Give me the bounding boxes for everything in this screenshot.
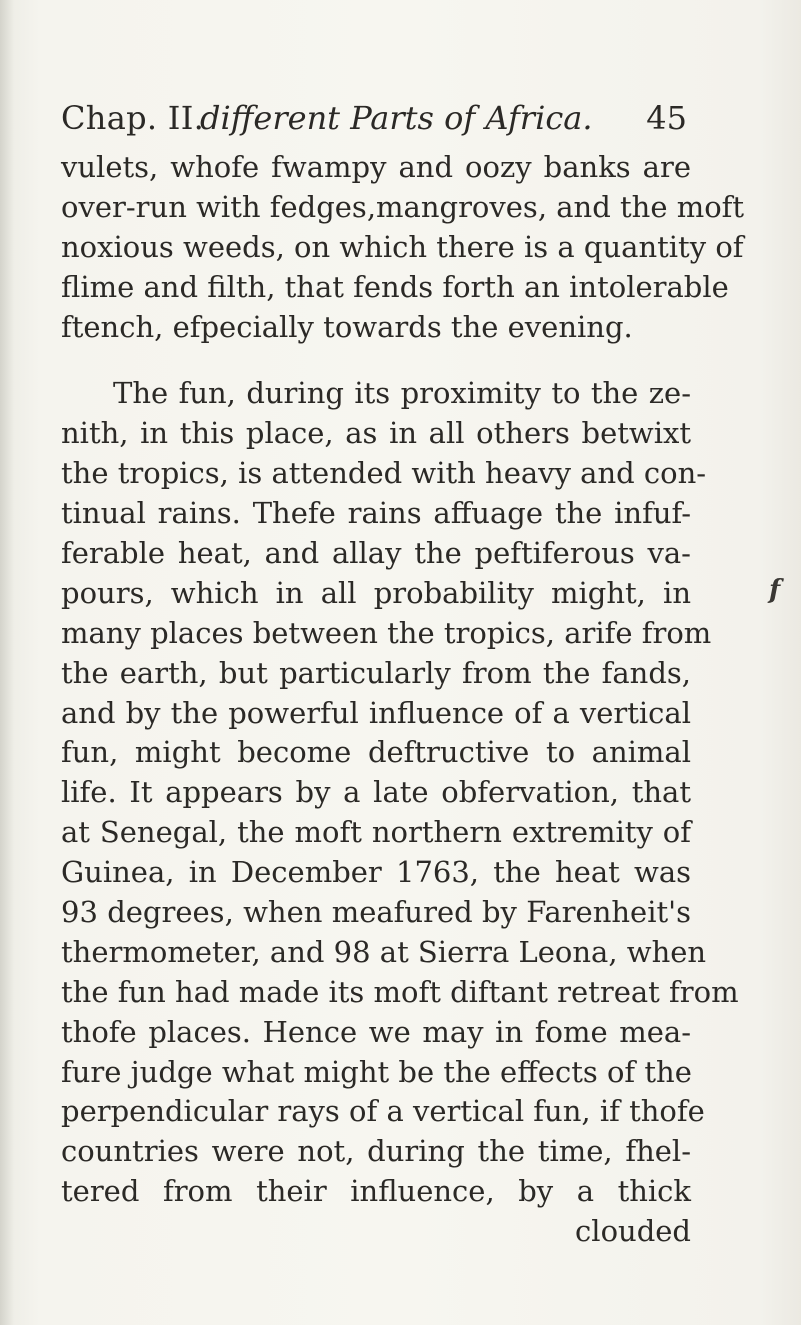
text-line: vulets, whofe fwampy and oozy banks are <box>61 150 691 184</box>
running-title: different Parts of Africa. <box>200 99 593 137</box>
text-line: the tropics, is attended with heavy and con- <box>61 456 707 491</box>
paragraph-first-line: The fun, during its proximity to the ze- <box>113 376 691 411</box>
body-text <box>61 148 745 1252</box>
margin-mark: f <box>769 575 781 605</box>
text-line: over-run with fedges,mangroves, and the moft <box>61 189 745 224</box>
text-line: at Senegal, the moft northern extremity of <box>61 815 691 850</box>
chapter-label: Chap. II. <box>61 99 205 137</box>
text-line: ftench, efpecially towards the evening. <box>61 309 633 344</box>
text-line: fure judge what might be the effects of the <box>61 1054 692 1089</box>
text-line: Guinea, in December 1763, the heat was <box>61 855 691 890</box>
running-header <box>61 99 687 145</box>
text-line: tered from their influence, by a thick <box>61 1174 691 1209</box>
text-line: and by the powerful influence of a vertical <box>61 695 691 730</box>
text-line: noxious weeds, on which there is a quantity of <box>61 229 744 264</box>
text-line: fun, might become deftructive to animal <box>61 735 691 770</box>
text-line: the earth, but particularly from the fands, <box>61 655 691 690</box>
text-line: thermometer, and 98 at Sierra Leona, when <box>61 934 707 969</box>
gutter-shadow <box>0 0 14 1325</box>
text-line: 93 degrees, when meafured by Farenheit's <box>61 895 691 930</box>
text-line: thofe places. Hence we may in fome mea- <box>61 1014 691 1049</box>
text-line: countries were not, during the time, fhel- <box>61 1134 691 1169</box>
text-line: many places between the tropics, arife from <box>61 615 712 650</box>
text-line: the fun had made its moft diftant retreat from <box>61 974 739 1009</box>
text-line: pours, which in all probability might, in <box>61 575 691 610</box>
text-line: ferable heat, and allay the peftiferous va- <box>61 536 691 571</box>
catchword: clouded <box>575 1214 691 1249</box>
text-line: tinual rains. Thefe rains affuage the infuf- <box>61 496 691 531</box>
text-line: nith, in this place, as in all others betwixt <box>61 416 691 451</box>
text-line: perpendicular rays of a vertical fun, if thofe <box>61 1094 705 1129</box>
text-line: life. It appears by a late obfervation, that <box>61 775 691 810</box>
text-line: flime and filth, that fends forth an intolerable <box>61 269 729 304</box>
page-number: 45 <box>646 99 687 137</box>
